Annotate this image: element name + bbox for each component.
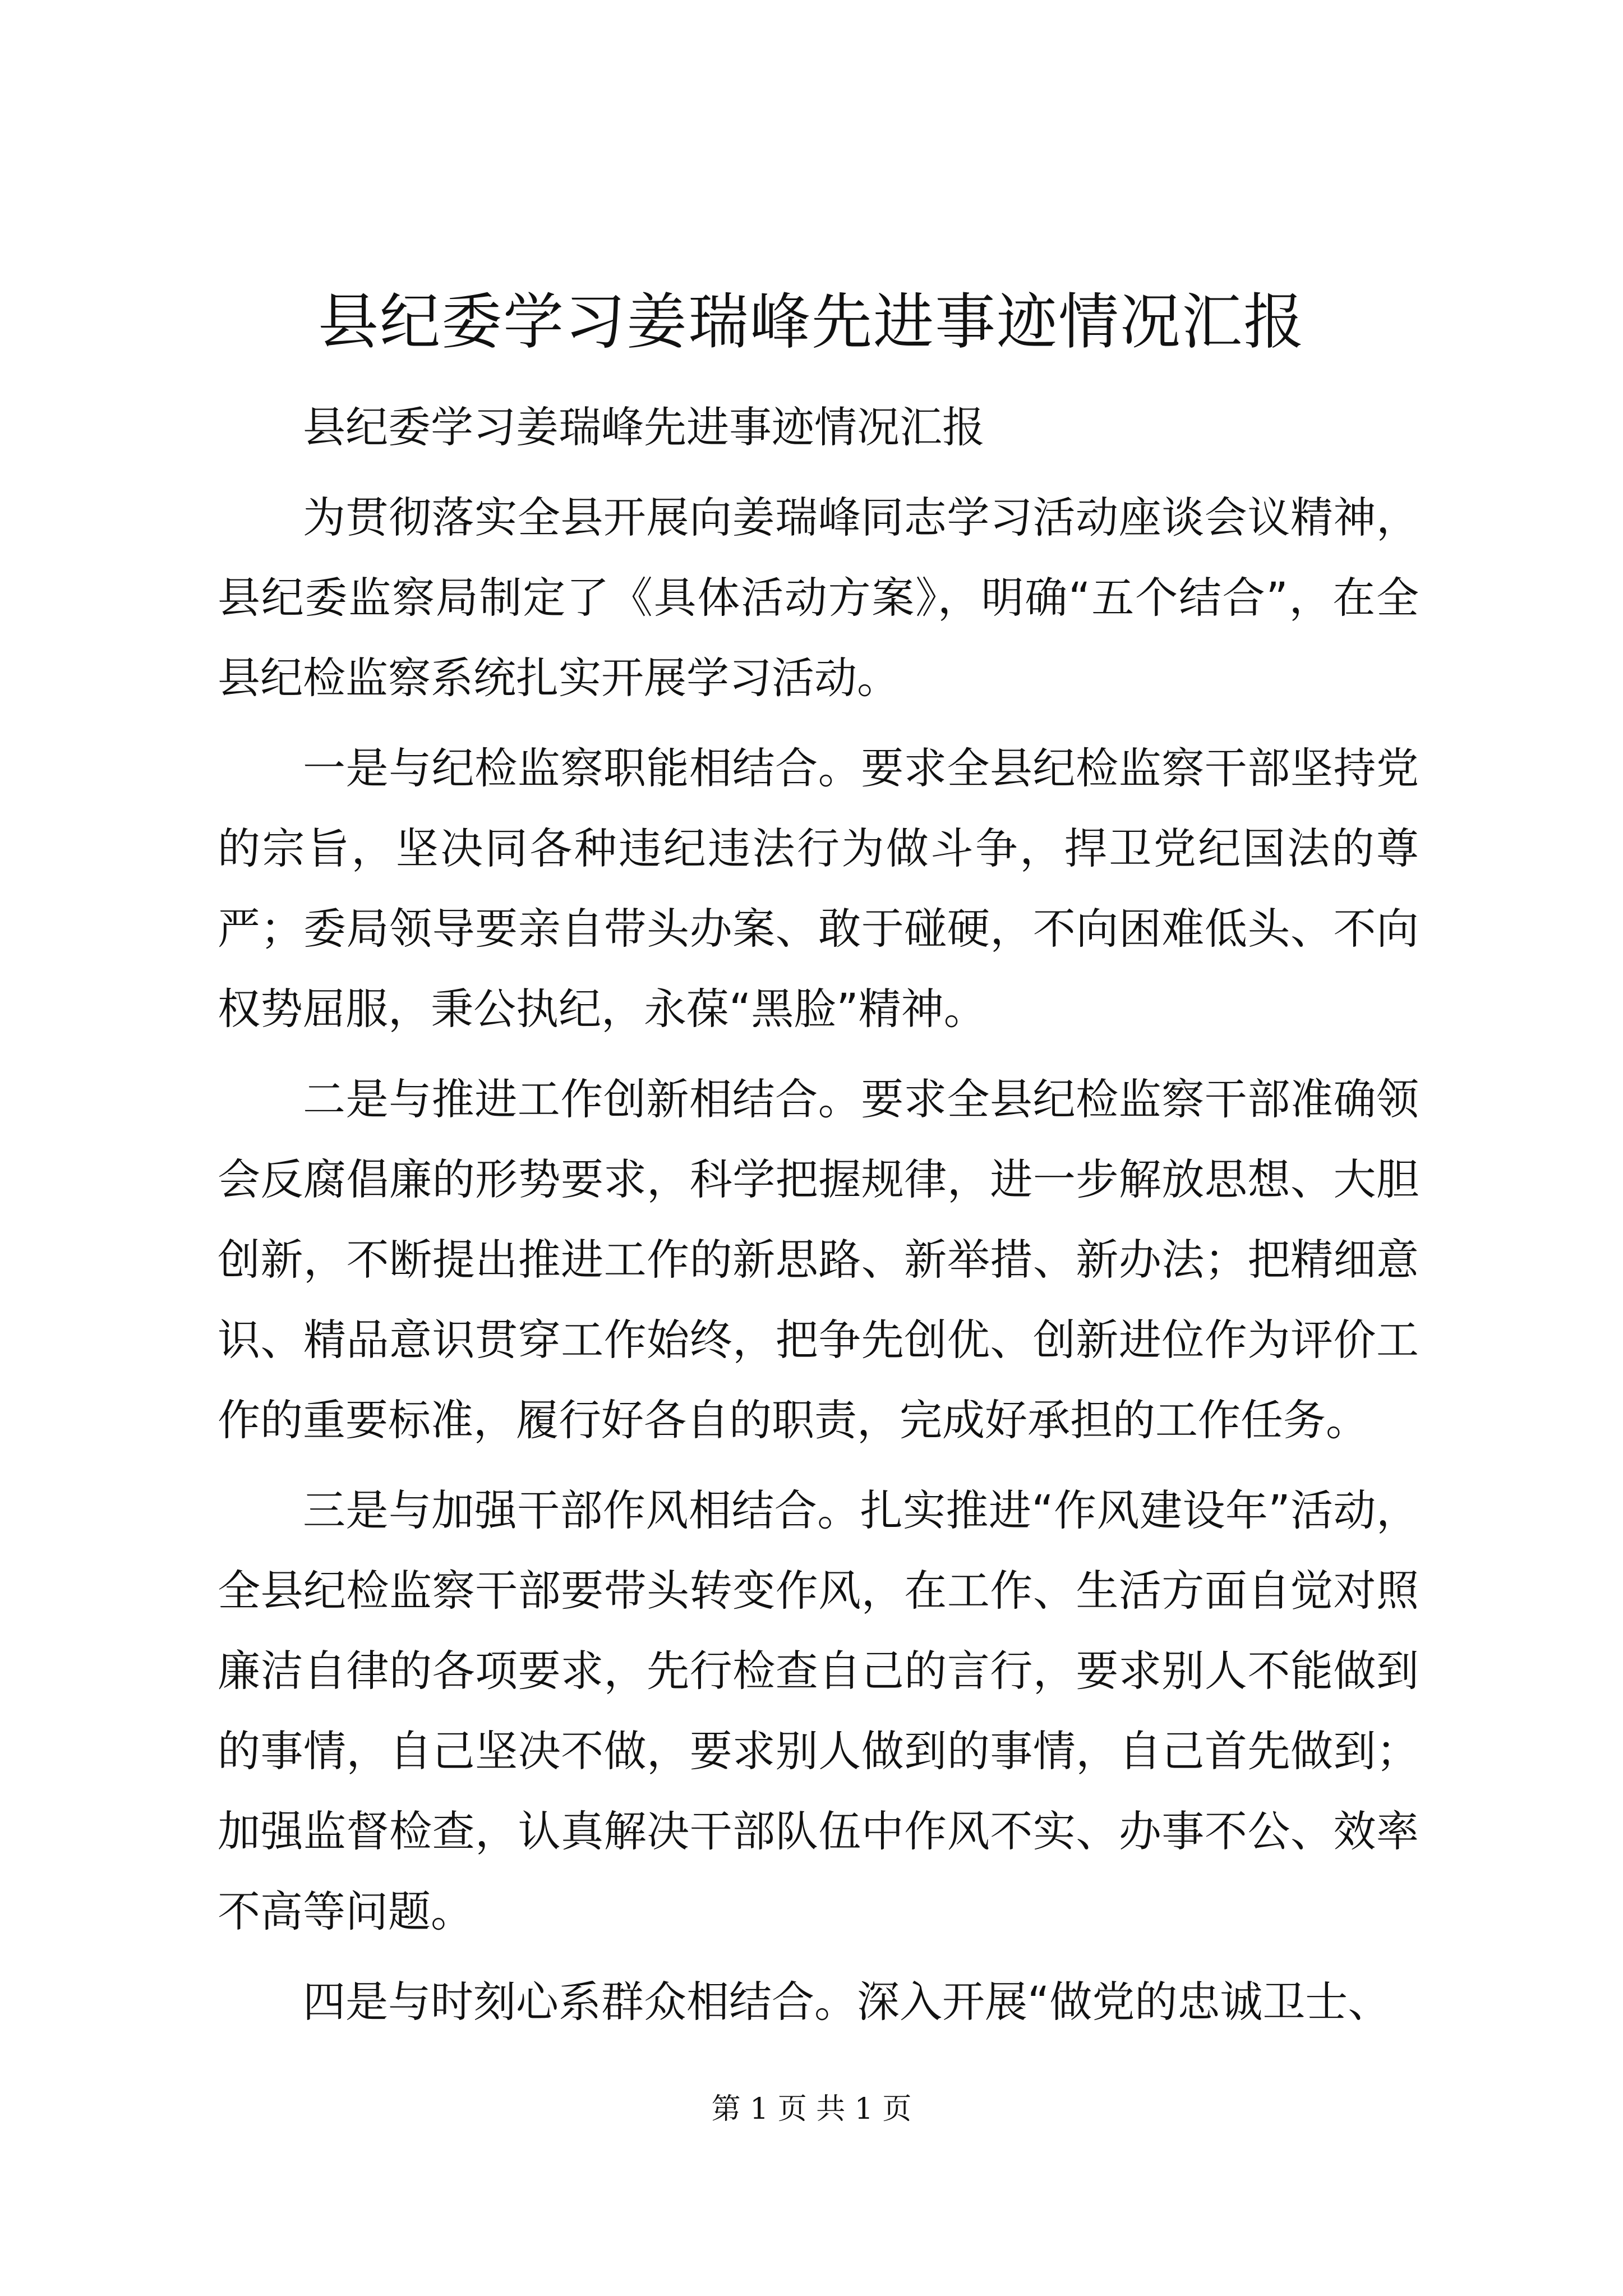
paragraph-intro: 为贯彻落实全县开展向姜瑞峰同志学习活动座谈会议精神，县纪委监察局制定了《具体活动方案》，明确“五个结合”，在全县纪检监察系统扎实开展学习活动。 (218, 493, 1419, 703)
document-title: 县纪委学习姜瑞峰先进事迹情况汇报 (317, 287, 1305, 357)
paragraph-point-four: 四是与时刻心系群众相结合。深入开展“做党的忠诚卫士、 (303, 1977, 1391, 2027)
page-footer: 第 1 页 共 1 页 (711, 2092, 912, 2126)
paragraph-point-three: 三是与加强干部作风相结合。扎实推进“作风建设年”活动，全县纪检监察干部要带头转变作风，在工作、生活方面自觉对照廉洁自律的各项要求，先行检查自己的言行，要求别人不能做到的事情，自己坚决不做，要求别人做到的事情，自己首先做到；加强监督检查，认真解决干部队伍中作风不实、办事不公、效率不高等问题。 (218, 1485, 1419, 1936)
paragraph-point-two: 二是与推进工作创新相结合。要求全县纪检监察干部准确领会反腐倡廉的形势要求，科学把握规律，进一步解放思想、大胆创新，不断提出推进工作的新思路、新举措、新办法；把精细意识、精品意识贯穿工作始终，把争先创优、创新进位作为评价工作的重要标准，履行好各自的职责，完成好承担的工作任务。 (218, 1074, 1419, 1445)
paragraph-subtitle: 县纪委学习姜瑞峰先进事迹情况汇报 (303, 402, 985, 452)
document-body (218, 387, 1419, 2052)
paragraph-point-one: 一是与纪检监察职能相结合。要求全县纪检监察干部坚持党的宗旨，坚决同各种违纪违法行为做斗争，捍卫党纪国法的尊严；委局领导要亲自带头办案、敢于碰硬，不向困难低头、不向权势屈服，秉公执纪，永葆“黑脸”精神。 (218, 743, 1419, 1034)
